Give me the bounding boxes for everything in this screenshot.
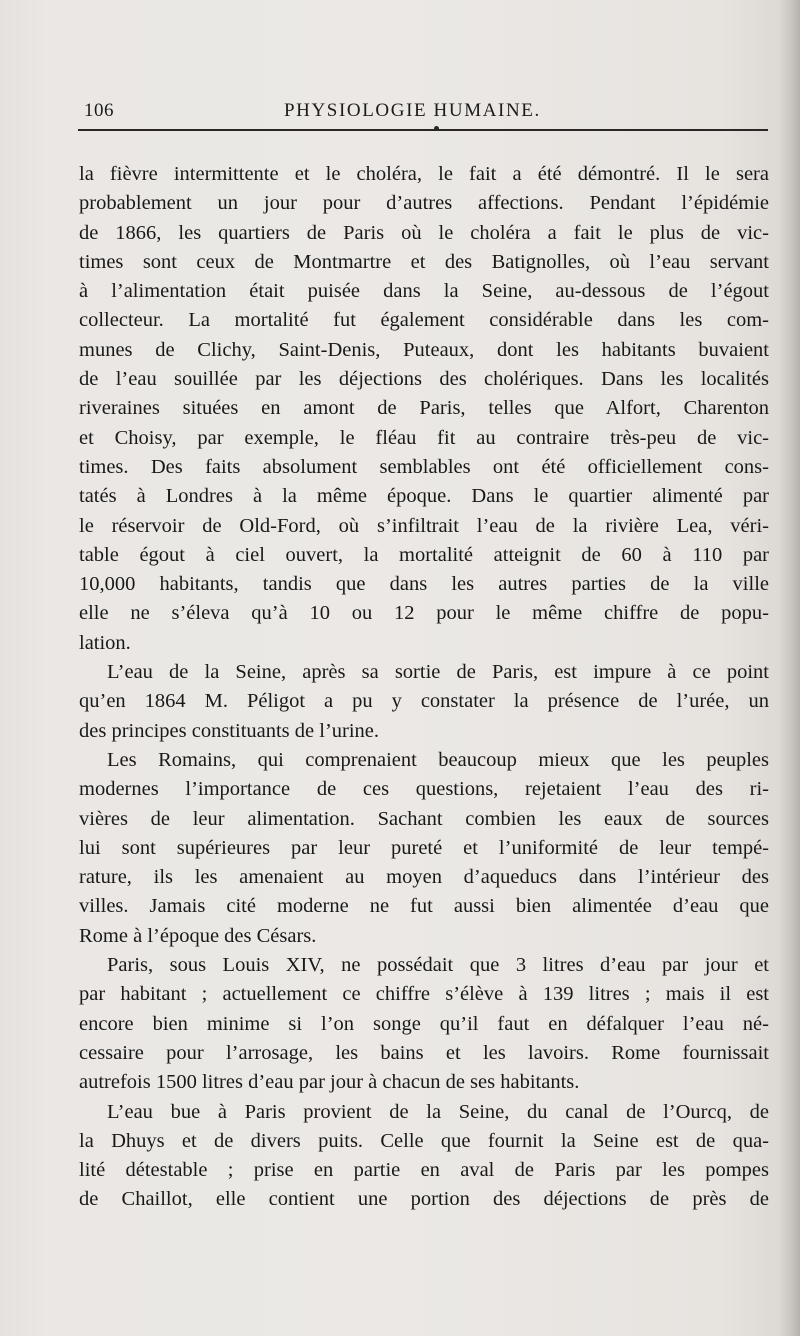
text-line: modernes l’importance de ces questions, rejetaient l’eau des ri- bbox=[79, 778, 769, 801]
page-number: 106 bbox=[84, 100, 114, 121]
text-line: la fièvre intermittente et le choléra, le fait a été démontré. Il le sera bbox=[79, 163, 769, 185]
text-line: qu’en 1864 M. Péligot a pu y constater la présence de l’urée, un bbox=[79, 690, 769, 713]
text-line: riveraines situées en amont de Paris, telles que Alfort, Charenton bbox=[79, 397, 769, 420]
text-line: L’eau de la Seine, après sa sortie de Paris, est impure à ce point bbox=[107, 661, 769, 684]
header-rule-dot bbox=[434, 126, 439, 131]
text-line: de l’eau souillée par les déjections des cholériques. Dans les localités bbox=[79, 368, 769, 391]
text-line: le réservoir de Old-Ford, où s’infiltrait l’eau de la rivière Lea, véri- bbox=[79, 514, 769, 537]
text-line: 10,000 habitants, tandis que dans les autres parties de la ville bbox=[79, 573, 769, 596]
text-line: la Dhuys et de divers puits. Celle que fournit la Seine est de qua- bbox=[79, 1129, 769, 1152]
text-line: et Choisy, par exemple, le fléau fit au contraire très-peu de vic- bbox=[79, 426, 769, 449]
text-line: vières de leur alimentation. Sachant combien les eaux de sources bbox=[79, 807, 769, 830]
text-line: encore bien minime si l’on songe qu’il faut en défalquer l’eau né- bbox=[79, 1012, 769, 1035]
body-text bbox=[79, 160, 769, 1215]
text-line: probablement un jour pour d’autres affections. Pendant l’épidémie bbox=[79, 192, 769, 215]
text-line: cessaire pour l’arrosage, les bains et les lavoirs. Rome fournissait bbox=[79, 1041, 769, 1064]
text-line: des principes constituants de l’urine. bbox=[79, 719, 380, 742]
text-line: times sont ceux de Montmartre et des Batignolles, où l’eau servant bbox=[79, 250, 769, 273]
text-line: tatés à Londres à la même époque. Dans le quartier alimenté par bbox=[79, 485, 769, 508]
text-line: Les Romains, qui comprenaient beaucoup mieux que les peuples bbox=[107, 748, 769, 771]
text-line: munes de Clichy, Saint-Denis, Puteaux, dont les habitants buvaient bbox=[79, 338, 769, 361]
text-line: Rome à l’époque des Césars. bbox=[79, 924, 317, 947]
text-line: collecteur. La mortalité fut également considérable dans les com- bbox=[79, 309, 769, 332]
text-line: lité détestable ; prise en partie en aval de Paris par les pompes bbox=[79, 1159, 769, 1182]
text-line: de Chaillot, elle contient une portion des déjections de près de bbox=[79, 1188, 769, 1211]
page-edge-shadow bbox=[778, 0, 800, 1336]
text-line: lation. bbox=[79, 631, 131, 654]
text-line: elle ne s’éleva qu’à 10 ou 12 pour le même chiffre de popu- bbox=[79, 602, 769, 625]
text-line: à l’alimentation était puisée dans la Seine, au-dessous de l’égout bbox=[79, 280, 769, 303]
text-line: times. Des faits absolument semblables ont été officiellement cons- bbox=[79, 455, 769, 478]
text-line: villes. Jamais cité moderne ne fut aussi bien alimentée d’eau que bbox=[79, 895, 769, 918]
text-line: lui sont supérieures par leur pureté et l’uniformité de leur tempé- bbox=[79, 836, 769, 859]
page-header bbox=[0, 92, 800, 132]
text-line: autrefois 1500 litres d’eau par jour à chacun de ses habitants. bbox=[79, 1071, 580, 1094]
text-line: table égout à ciel ouvert, la mortalité atteignit de 60 à 110 par bbox=[79, 543, 769, 566]
text-line: par habitant ; actuellement ce chiffre s’élève à 139 litres ; mais il est bbox=[79, 983, 769, 1006]
text-line: de 1866, les quartiers de Paris où le choléra a fait le plus de vic- bbox=[79, 221, 769, 244]
header-rule bbox=[78, 129, 768, 131]
text-line: L’eau bue à Paris provient de la Seine, du canal de l’Ourcq, de bbox=[107, 1100, 769, 1123]
text-line: Paris, sous Louis XIV, ne possédait que 3 litres d’eau par jour et bbox=[107, 954, 769, 977]
running-head: PHYSIOLOGIE HUMAINE. bbox=[284, 100, 541, 121]
text-line: rature, ils les amenaient au moyen d’aqueducs dans l’intérieur des bbox=[79, 866, 769, 889]
